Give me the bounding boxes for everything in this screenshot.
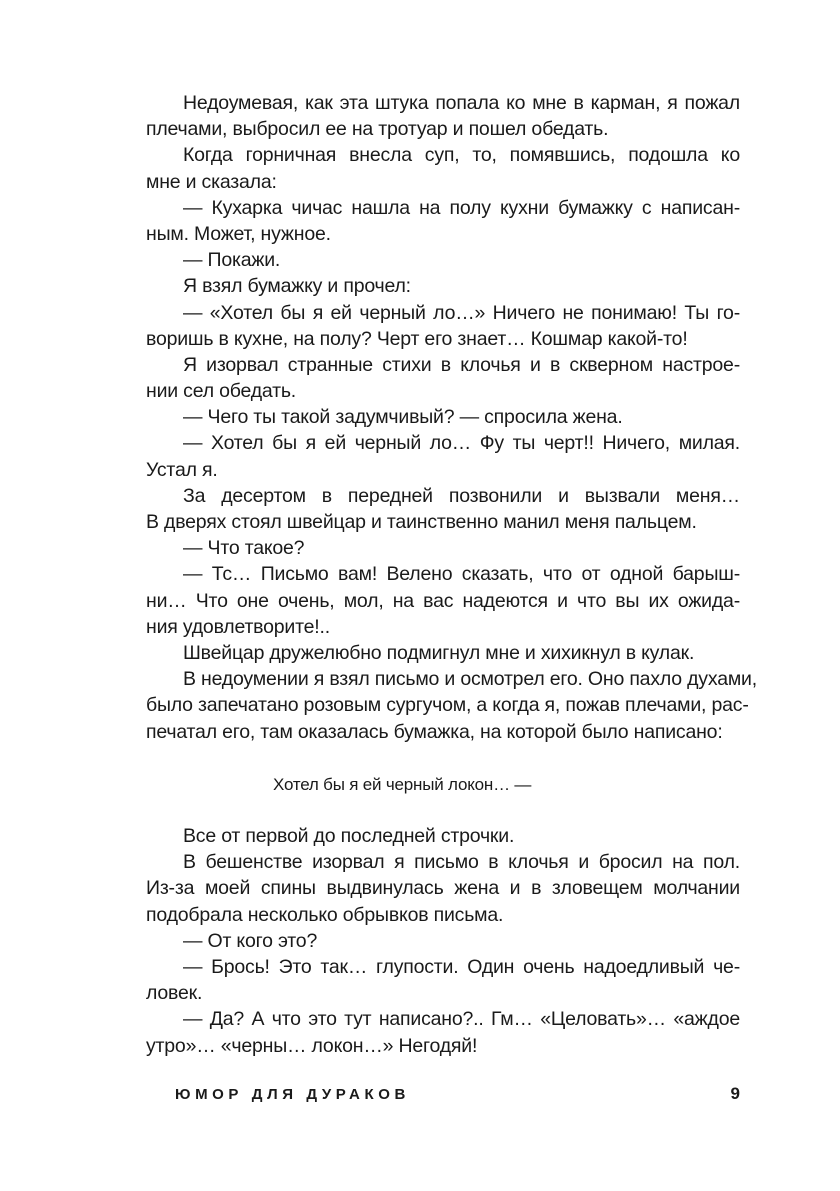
paragraph bbox=[146, 535, 740, 561]
text-line: Из-за моей спины выдвинулась жена и в зловещем молчании bbox=[146, 877, 740, 900]
text-line: За десертом в передней позвонили и вызвали меня… bbox=[183, 484, 740, 507]
text-block-top bbox=[146, 90, 757, 745]
paragraph bbox=[146, 823, 740, 849]
paragraph bbox=[146, 640, 740, 666]
text-block-bottom bbox=[146, 823, 740, 1059]
text-line: утро»… «черны… локон…» Негодяй! bbox=[146, 1034, 478, 1057]
text-line: ния удовлетворите!.. bbox=[146, 615, 330, 638]
text-line: — Брось! Это так… глупости. Один очень надоедливый че- bbox=[183, 955, 740, 978]
text-line: Устал я. bbox=[146, 458, 218, 481]
paragraph bbox=[146, 90, 740, 142]
page-number: 9 bbox=[730, 1084, 740, 1103]
paragraph bbox=[146, 142, 740, 194]
text-line: — Чего ты такой задумчивый? — спросила жена. bbox=[183, 406, 623, 429]
paragraph bbox=[146, 666, 757, 745]
paragraph bbox=[146, 300, 740, 352]
text-line: — Да? А что это тут написано?.. Гм… «Целовать»… «аждое bbox=[183, 1008, 740, 1031]
text-line: Я взял бумажку и прочел: bbox=[183, 275, 411, 298]
text-line: — Покажи. bbox=[183, 249, 281, 272]
paragraph bbox=[146, 352, 740, 404]
text-line: мне и сказала: bbox=[146, 170, 277, 193]
text-line: Когда горничная внесла суп, то, помявшись, подошла ко bbox=[183, 144, 740, 167]
text-line: — Хотел бы я ей черный ло… Фу ты черт!! Ничего, милая. bbox=[183, 432, 740, 455]
paragraph bbox=[146, 928, 740, 954]
text-line: В недоумении я взял письмо и осмотрел его. Оно пахло духами, bbox=[183, 668, 757, 691]
paragraph bbox=[146, 561, 740, 640]
text-line: — Кухарка чичас нашла на полу кухни бумажку с написан- bbox=[183, 196, 740, 219]
running-footer-title: ЮМОР ДЛЯ ДУРАКОВ bbox=[175, 1086, 410, 1103]
text-line: В бешенстве изорвал я письмо в клочья и бросил на пол. bbox=[183, 851, 740, 874]
paragraph bbox=[146, 849, 740, 928]
text-line: — Что такое? bbox=[183, 537, 305, 560]
text-line: — От кого это? bbox=[183, 929, 318, 952]
text-line: Швейцар дружелюбно подмигнул мне и хихикнул в кулак. bbox=[183, 641, 695, 664]
paragraph bbox=[146, 430, 740, 482]
verse-line: Хотел бы я ей черный локон… — bbox=[273, 775, 532, 794]
text-line: воришь в кухне, на полу? Черт его знает… Кошмар какой-то! bbox=[146, 327, 688, 350]
paragraph bbox=[146, 195, 740, 247]
paragraph bbox=[146, 1006, 740, 1058]
text-line: — «Хотел бы я ей черный ло…» Ничего не понимаю! Ты го- bbox=[183, 301, 740, 324]
text-line: Все от первой до последней строчки. bbox=[183, 825, 515, 847]
paragraph bbox=[146, 954, 740, 1006]
text-line: нии сел обедать. bbox=[146, 380, 297, 403]
paragraph bbox=[146, 404, 740, 430]
text-line: В дверях стоял швейцар и таинственно манил меня пальцем. bbox=[146, 511, 697, 533]
text-line: — Тс… Письмо вам! Велено сказать, что от одной барыш- bbox=[183, 563, 740, 586]
text-line: подобрала несколько обрывков письма. bbox=[146, 903, 504, 926]
text-line: ным. Может, нужное. bbox=[146, 222, 331, 245]
paragraph bbox=[146, 273, 740, 299]
paragraph bbox=[146, 247, 740, 273]
text-line: было запечатано розовым сургучом, а когда я, пожав плечами, рас- bbox=[146, 694, 749, 717]
paragraph bbox=[146, 483, 740, 535]
text-line: печатал его, там оказалась бумажка, на которой было написано: bbox=[146, 720, 723, 743]
text-line: плечами, выбросил ее на тротуар и пошел обедать. bbox=[146, 118, 609, 141]
text-line: ловек. bbox=[146, 982, 203, 1005]
text-line: Я изорвал странные стихи в клочья и в скверном настрое- bbox=[183, 353, 740, 376]
text-line: ни… Что оне очень, мол, на вас надеются и что вы их ожида- bbox=[146, 589, 740, 612]
text-line: Недоумевая, как эта штука попала ко мне в карман, я пожал bbox=[183, 92, 740, 114]
